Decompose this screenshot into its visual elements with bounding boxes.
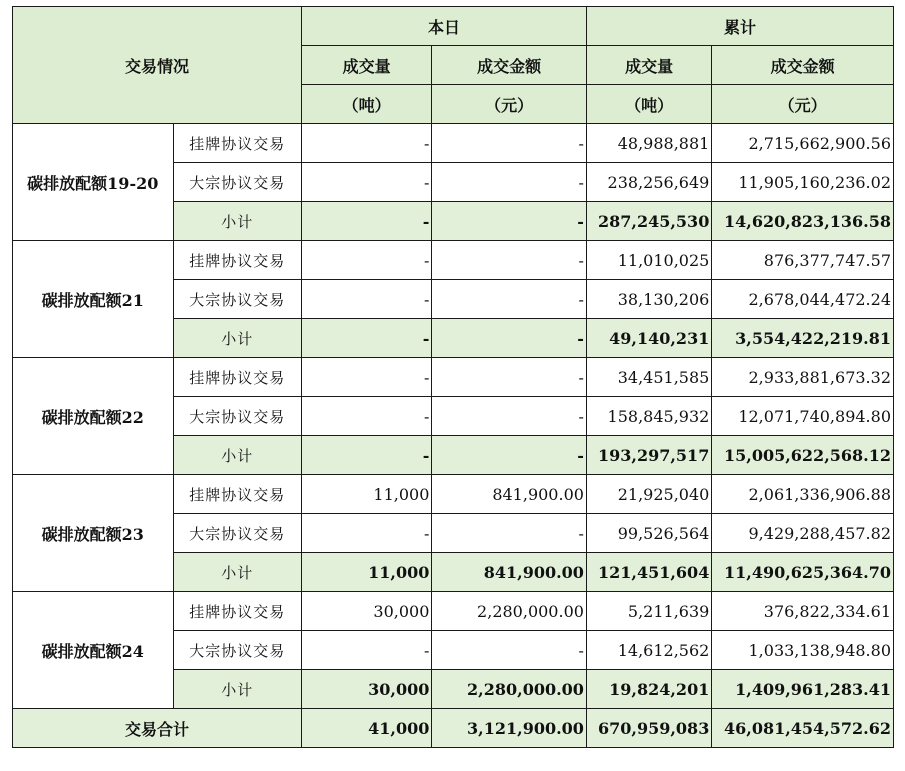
today-amount-cell: -: [432, 358, 587, 397]
today-amount-cell: -: [432, 241, 587, 280]
trade-type-cell: 大宗协议交易: [173, 280, 301, 319]
subtotal-label: 小计: [173, 670, 301, 709]
total-today-amount-cell: 3,121,900.00: [432, 709, 587, 748]
today-volume-cell: 11,000: [301, 475, 431, 514]
cum-amount-cell: 14,620,823,136.58: [712, 202, 894, 241]
trade-type-cell: 挂牌协议交易: [173, 475, 301, 514]
today-amount-cell: -: [432, 280, 587, 319]
today-amount-unit: （元）: [432, 85, 587, 124]
cum-volume-header: 成交量: [586, 46, 711, 85]
cum-volume-cell: 99,526,564: [586, 514, 711, 553]
total-cum-volume-cell: 670,959,083: [586, 709, 711, 748]
cum-amount-cell: 1,033,138,948.80: [712, 631, 894, 670]
cum-volume-cell: 49,140,231: [586, 319, 711, 358]
trade-type-cell: 大宗协议交易: [173, 163, 301, 202]
table-row: [13, 241, 894, 280]
cum-volume-cell: 19,824,201: [586, 670, 711, 709]
today-amount-cell: -: [432, 514, 587, 553]
table-row: [13, 358, 894, 397]
cum-amount-cell: 3,554,422,219.81: [712, 319, 894, 358]
trade-type-cell: 挂牌协议交易: [173, 358, 301, 397]
today-amount-cell: -: [432, 124, 587, 163]
trade-type-cell: 大宗协议交易: [173, 631, 301, 670]
cum-volume-cell: 158,845,932: [586, 397, 711, 436]
today-amount-cell: -: [432, 163, 587, 202]
allowance-group-label: 碳排放配额24: [13, 592, 174, 709]
trade-summary-table: [12, 6, 894, 748]
trade-type-cell: 挂牌协议交易: [173, 592, 301, 631]
today-volume-cell: -: [301, 202, 431, 241]
cum-amount-cell: 11,905,160,236.02: [712, 163, 894, 202]
cumulative-header: 累计: [586, 7, 893, 46]
cum-volume-cell: 38,130,206: [586, 280, 711, 319]
allowance-group-label: 碳排放配额22: [13, 358, 174, 475]
today-volume-cell: -: [301, 241, 431, 280]
today-amount-cell: -: [432, 631, 587, 670]
today-volume-cell: -: [301, 631, 431, 670]
cum-amount-unit: （元）: [712, 85, 894, 124]
today-volume-cell: -: [301, 436, 431, 475]
trade-type-cell: 挂牌协议交易: [173, 124, 301, 163]
subtotal-label: 小计: [173, 202, 301, 241]
trade-type-cell: 大宗协议交易: [173, 514, 301, 553]
trade-type-cell: 挂牌协议交易: [173, 241, 301, 280]
today-amount-cell: -: [432, 202, 587, 241]
cum-amount-cell: 15,005,622,568.12: [712, 436, 894, 475]
cum-volume-cell: 11,010,025: [586, 241, 711, 280]
today-volume-cell: 11,000: [301, 553, 431, 592]
cum-amount-cell: 2,061,336,906.88: [712, 475, 894, 514]
table-row: [13, 592, 894, 631]
cum-volume-cell: 21,925,040: [586, 475, 711, 514]
cum-amount-cell: 876,377,747.57: [712, 241, 894, 280]
today-volume-cell: -: [301, 163, 431, 202]
total-today-volume-cell: 41,000: [301, 709, 431, 748]
cum-volume-cell: 5,211,639: [586, 592, 711, 631]
today-volume-cell: -: [301, 124, 431, 163]
cum-volume-cell: 287,245,530: [586, 202, 711, 241]
cum-amount-cell: 2,678,044,472.24: [712, 280, 894, 319]
today-volume-cell: -: [301, 358, 431, 397]
today-amount-cell: -: [432, 436, 587, 475]
today-volume-cell: 30,000: [301, 592, 431, 631]
today-volume-unit: （吨）: [301, 85, 431, 124]
cum-volume-cell: 34,451,585: [586, 358, 711, 397]
allowance-group-label: 碳排放配额23: [13, 475, 174, 592]
cum-amount-cell: 12,071,740,894.80: [712, 397, 894, 436]
subtotal-label: 小计: [173, 319, 301, 358]
today-amount-cell: -: [432, 319, 587, 358]
today-header: 本日: [301, 7, 586, 46]
allowance-group-label: 碳排放配额21: [13, 241, 174, 358]
cum-amount-cell: 9,429,288,457.82: [712, 514, 894, 553]
today-volume-cell: -: [301, 397, 431, 436]
today-volume-cell: -: [301, 514, 431, 553]
table-row: [13, 475, 894, 514]
today-amount-cell: 2,280,000.00: [432, 670, 587, 709]
cum-amount-cell: 2,715,662,900.56: [712, 124, 894, 163]
cum-volume-cell: 48,988,881: [586, 124, 711, 163]
table-row: [13, 124, 894, 163]
allowance-group-label: 碳排放配额19-20: [13, 124, 174, 241]
today-volume-header: 成交量: [301, 46, 431, 85]
today-amount-header: 成交金额: [432, 46, 587, 85]
subtotal-label: 小计: [173, 436, 301, 475]
today-amount-cell: 841,900.00: [432, 553, 587, 592]
cum-volume-cell: 14,612,562: [586, 631, 711, 670]
cum-volume-cell: 238,256,649: [586, 163, 711, 202]
today-amount-cell: 841,900.00: [432, 475, 587, 514]
cum-amount-header: 成交金额: [712, 46, 894, 85]
total-row: [13, 709, 894, 748]
trade-summary-container: [12, 6, 894, 748]
cum-volume-unit: （吨）: [586, 85, 711, 124]
header-row-1: [13, 7, 894, 46]
cum-volume-cell: 193,297,517: [586, 436, 711, 475]
subtotal-label: 小计: [173, 553, 301, 592]
today-amount-cell: 2,280,000.00: [432, 592, 587, 631]
cum-volume-cell: 121,451,604: [586, 553, 711, 592]
cum-amount-cell: 376,822,334.61: [712, 592, 894, 631]
total-cum-amount-cell: 46,081,454,572.62: [712, 709, 894, 748]
total-label: 交易合计: [13, 709, 302, 748]
today-volume-cell: -: [301, 319, 431, 358]
cum-amount-cell: 1,409,961,283.41: [712, 670, 894, 709]
cum-amount-cell: 11,490,625,364.70: [712, 553, 894, 592]
trade-type-cell: 大宗协议交易: [173, 397, 301, 436]
today-volume-cell: -: [301, 280, 431, 319]
today-amount-cell: -: [432, 397, 587, 436]
cum-amount-cell: 2,933,881,673.32: [712, 358, 894, 397]
trade-info-header: 交易情况: [13, 7, 302, 124]
today-volume-cell: 30,000: [301, 670, 431, 709]
